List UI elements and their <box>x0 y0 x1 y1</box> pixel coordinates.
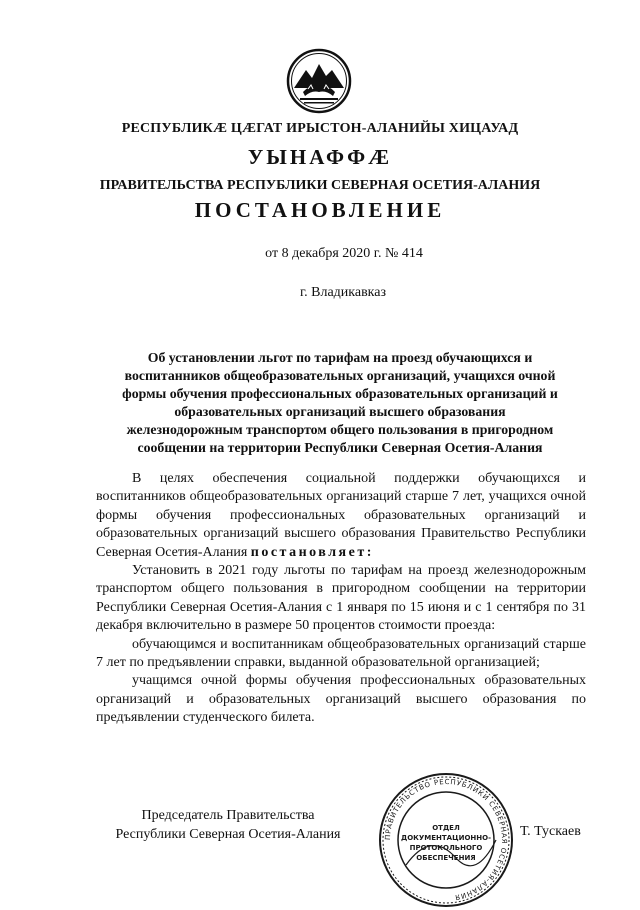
position-line: Председатель Правительства <box>141 808 315 823</box>
body-paragraph <box>96 470 586 562</box>
body-paragraph: обучающимся и воспитанникам общеобразовательных организаций старше 7 лет по предъявлении справки, выданной образовательной организацией; <box>96 636 586 671</box>
document-body <box>96 470 586 728</box>
government-heading: ПРАВИТЕЛЬСТВА РЕСПУБЛИКИ СЕВЕРНАЯ ОСЕТИЯ-АЛАНИЯ <box>99 178 541 193</box>
stamp-text-line: ОБЕСПЕЧЕНИЯ <box>416 854 476 862</box>
document-city: г. Владикавказ <box>299 285 387 300</box>
stamp-text-line: ПРОТОКОЛЬНОГО <box>409 844 483 852</box>
stamp-text-line: ДОКУМЕНТАЦИОННО- <box>401 834 491 842</box>
document-date-number: от 8 декабря 2020 г. № 414 <box>265 246 423 261</box>
title-line: образовательных организаций высшего образования <box>174 404 506 419</box>
position-line: Республики Северная Осетия-Алания <box>115 827 341 842</box>
stamp-text-line: ОТДЕЛ <box>432 824 460 832</box>
title-line: Об установлении льгот по тарифам на проезд обучающихся и <box>147 350 533 365</box>
official-stamp <box>376 770 516 910</box>
document-title <box>100 349 580 457</box>
document-type-heading: ПОСТАНОВЛЕНИЕ <box>194 198 446 222</box>
body-paragraph: Установить в 2021 году льготы по тарифам на проезд железнодорожным транспортом общего пользования в пригородном сообщении на территории Республики Северная Осетия-Алания с 1 января по 15 июня и с 1 сентября по 31 декабря включительно в размере 50 процентов стоимости проезда: <box>96 563 586 634</box>
title-line: формы обучения профессиональных образовательных организаций и <box>122 386 558 401</box>
title-line: железнодорожным транспортом общего пользования в пригородном <box>126 422 554 437</box>
stamp-ring-text: ПРАВИТЕЛЬСТВО РЕСПУБЛИКИ СЕВЕРНАЯ ОСЕТИЯ-АЛАНИЯ <box>383 777 509 902</box>
ossetian-decree-title: УЫНАФФӔ <box>247 145 393 169</box>
ossetian-republic-heading: РЕСПУБЛИКӔ ЦӔГАТ ИРЫСТОН-АЛАНИЙЫ ХИЦАУАД <box>121 121 519 136</box>
paragraph-text: В целях обеспечения социальной поддержки обучающихся и воспитанников общеобразовательных организаций старше 7 лет, учащихся очной формы обучения профессиональных образовательных организаций и образовательных организаций высшего образования Правительство Республики Северная Осетия-Алания <box>96 471 586 560</box>
signatory-position <box>103 806 353 844</box>
resolves-keyword: постановляет: <box>250 544 374 560</box>
title-line: воспитанников общеобразовательных организаций, учащихся очной <box>124 368 556 383</box>
body-paragraph: учащимся очной формы обучения профессиональных образовательных организаций и образовательных организаций высшего образования по предъявлении студенческого билета. <box>96 673 586 726</box>
coat-of-arms-icon <box>286 48 352 114</box>
title-line: сообщении на территории Республики Северная Осетия-Алания <box>137 440 543 455</box>
signatory-name: Т. Тускаев <box>520 824 581 839</box>
